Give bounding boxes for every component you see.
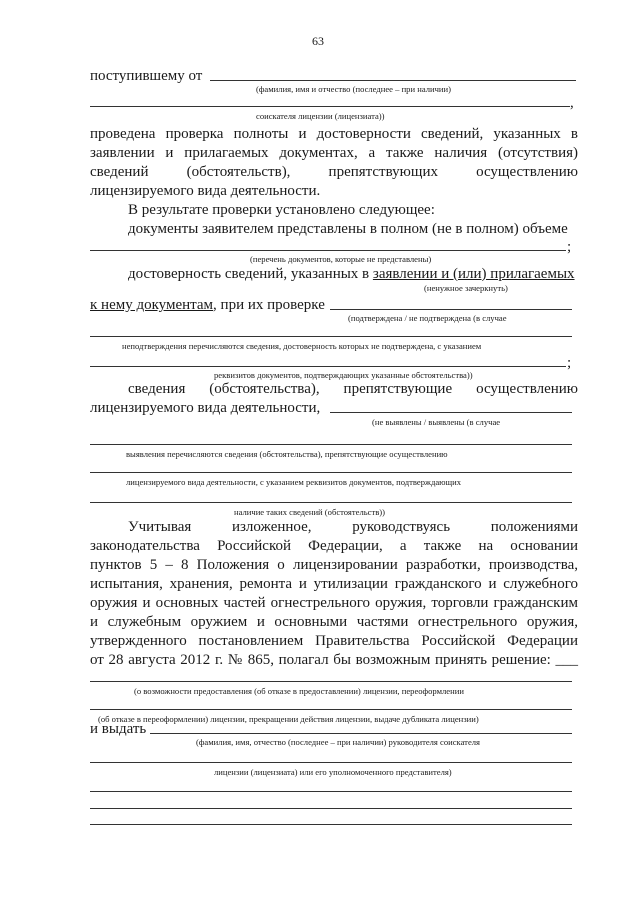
docs-presented-text: документы заявителем представлены в полном (не в полном) объеме (128, 221, 568, 237)
p1-line-2: заявлении и прилагаемых документах, а также наличия (отсутствия) (90, 145, 578, 161)
p2-line-8: от 28 августа 2012 г. № 865, полагал бы возможным принять решение: ___ (90, 652, 578, 668)
circumstances-line-2: лицензируемого вида деятельности, (90, 400, 321, 416)
to-docs-underlined: к нему документам (90, 297, 214, 313)
blank-line-b (90, 808, 572, 809)
p1-line-3: сведений (обстоятельств), препятствующих осуществлению (90, 164, 578, 180)
received-from-label: поступившему от (90, 68, 203, 84)
hint-fio: (фамилия, имя и отчество (последнее – при наличии) (256, 84, 451, 94)
requisites-blank-line (90, 366, 566, 367)
non-confirm-blank-line (90, 336, 572, 337)
p1-line-4: лицензируемого вида деятельности. (90, 183, 321, 199)
head-fio-blank-line (150, 733, 572, 734)
reliability-text (128, 266, 575, 283)
rep-blank-line (90, 762, 572, 763)
hint-found-2: лицензируемого вида деятельности, с указанием реквизитов документов, подтверждающих (126, 477, 462, 487)
hint-decision-1: (о возможности предоставления (об отказе в предоставлении) лицензии, переоформлении (134, 686, 464, 696)
hint-requisites: реквизитов документов, подтверждающих указанные обстоятельства)) (214, 370, 473, 380)
to-docs-rest: , при их проверке (213, 297, 325, 313)
check-result-heading: В результате проверки установлено следующее: (128, 202, 435, 218)
applicant-blank-line (90, 106, 570, 107)
hint-head-fio: (фамилия, имя, отчество (последнее – при наличии) руководителя соискателя (196, 737, 480, 747)
hint-docs-list: (перечень документов, которые не представлены) (250, 254, 432, 264)
p2-line-6: и служебным оружием и основными частями огнестрельного оружия, (90, 614, 578, 630)
hint-decision-2: (об отказе в переоформлении) лицензии, прекращении действия лицензии, выдаче дубликата лицензии) (98, 714, 479, 724)
confirmed-blank-line (330, 309, 572, 310)
page-number: 63 (312, 34, 324, 48)
semicolon-mark-1: ; (567, 239, 572, 255)
hint-found-1: выявления перечисляются сведения (обстоятельства), препятствующие осуществлению (126, 449, 448, 459)
hint-found-3: наличие таких сведений (обстоятельств)) (234, 507, 386, 517)
semicolon-mark-2: ; (567, 355, 572, 371)
p2-line-3: пунктов 5 – 8 Положения о лицензировании разработки, производства, (90, 557, 578, 573)
hint-applicant: соискателя лицензии (лицензиата)) (256, 111, 385, 121)
hint-license-rep: лицензии (лицензиата) или его уполномоченного представителя) (214, 767, 452, 777)
to-docs-text (90, 297, 325, 314)
comma-mark: , (570, 95, 574, 111)
not-found-blank-line (330, 412, 572, 413)
p1-line-1: проведена проверка полноты и достоверности сведений, указанных в (90, 126, 578, 142)
hint-not-found: (не выявлены / выявлены (в случае (372, 417, 501, 427)
hint-strike: (ненужное зачеркнуть) (424, 283, 508, 293)
decision-blank-line-1 (90, 681, 572, 682)
p2-line-4: испытания, хранения, ремонта и утилизации гражданского и служебного (90, 576, 578, 592)
reliability-text-a: достоверность сведений, указанных в (128, 266, 373, 282)
docs-blank-line (90, 250, 566, 251)
reliability-text-underlined: заявлении и (или) прилагаемых (372, 266, 575, 282)
found-blank-line-3 (90, 502, 572, 503)
decision-blank-line-2 (90, 709, 572, 710)
fio-blank-line (210, 80, 576, 81)
p2-line-2: законодательства Российской Федерации, а также на основании (90, 538, 578, 554)
p2-line-1: Учитывая изложенное, руководствуясь положениями (128, 519, 578, 535)
hint-confirmed: (подтверждена / не подтверждена (в случае (348, 313, 507, 323)
blank-line-c (90, 824, 572, 825)
p2-line-7: утвержденного постановлением Правительства Российской Федерации (90, 633, 578, 649)
and-issue-label: и выдать (90, 721, 147, 737)
found-blank-line-1 (90, 444, 572, 445)
found-blank-line-2 (90, 472, 572, 473)
circumstances-line-1: сведения (обстоятельства), препятствующие осуществлению (128, 381, 578, 397)
p2-line-5: оружия и основных частей огнестрельного оружия, торговли гражданским (90, 595, 578, 611)
blank-line-a (90, 791, 572, 792)
hint-non-confirm: неподтверждения перечисляются сведения, достоверность которых не подтверждена, с указанием (122, 341, 482, 351)
